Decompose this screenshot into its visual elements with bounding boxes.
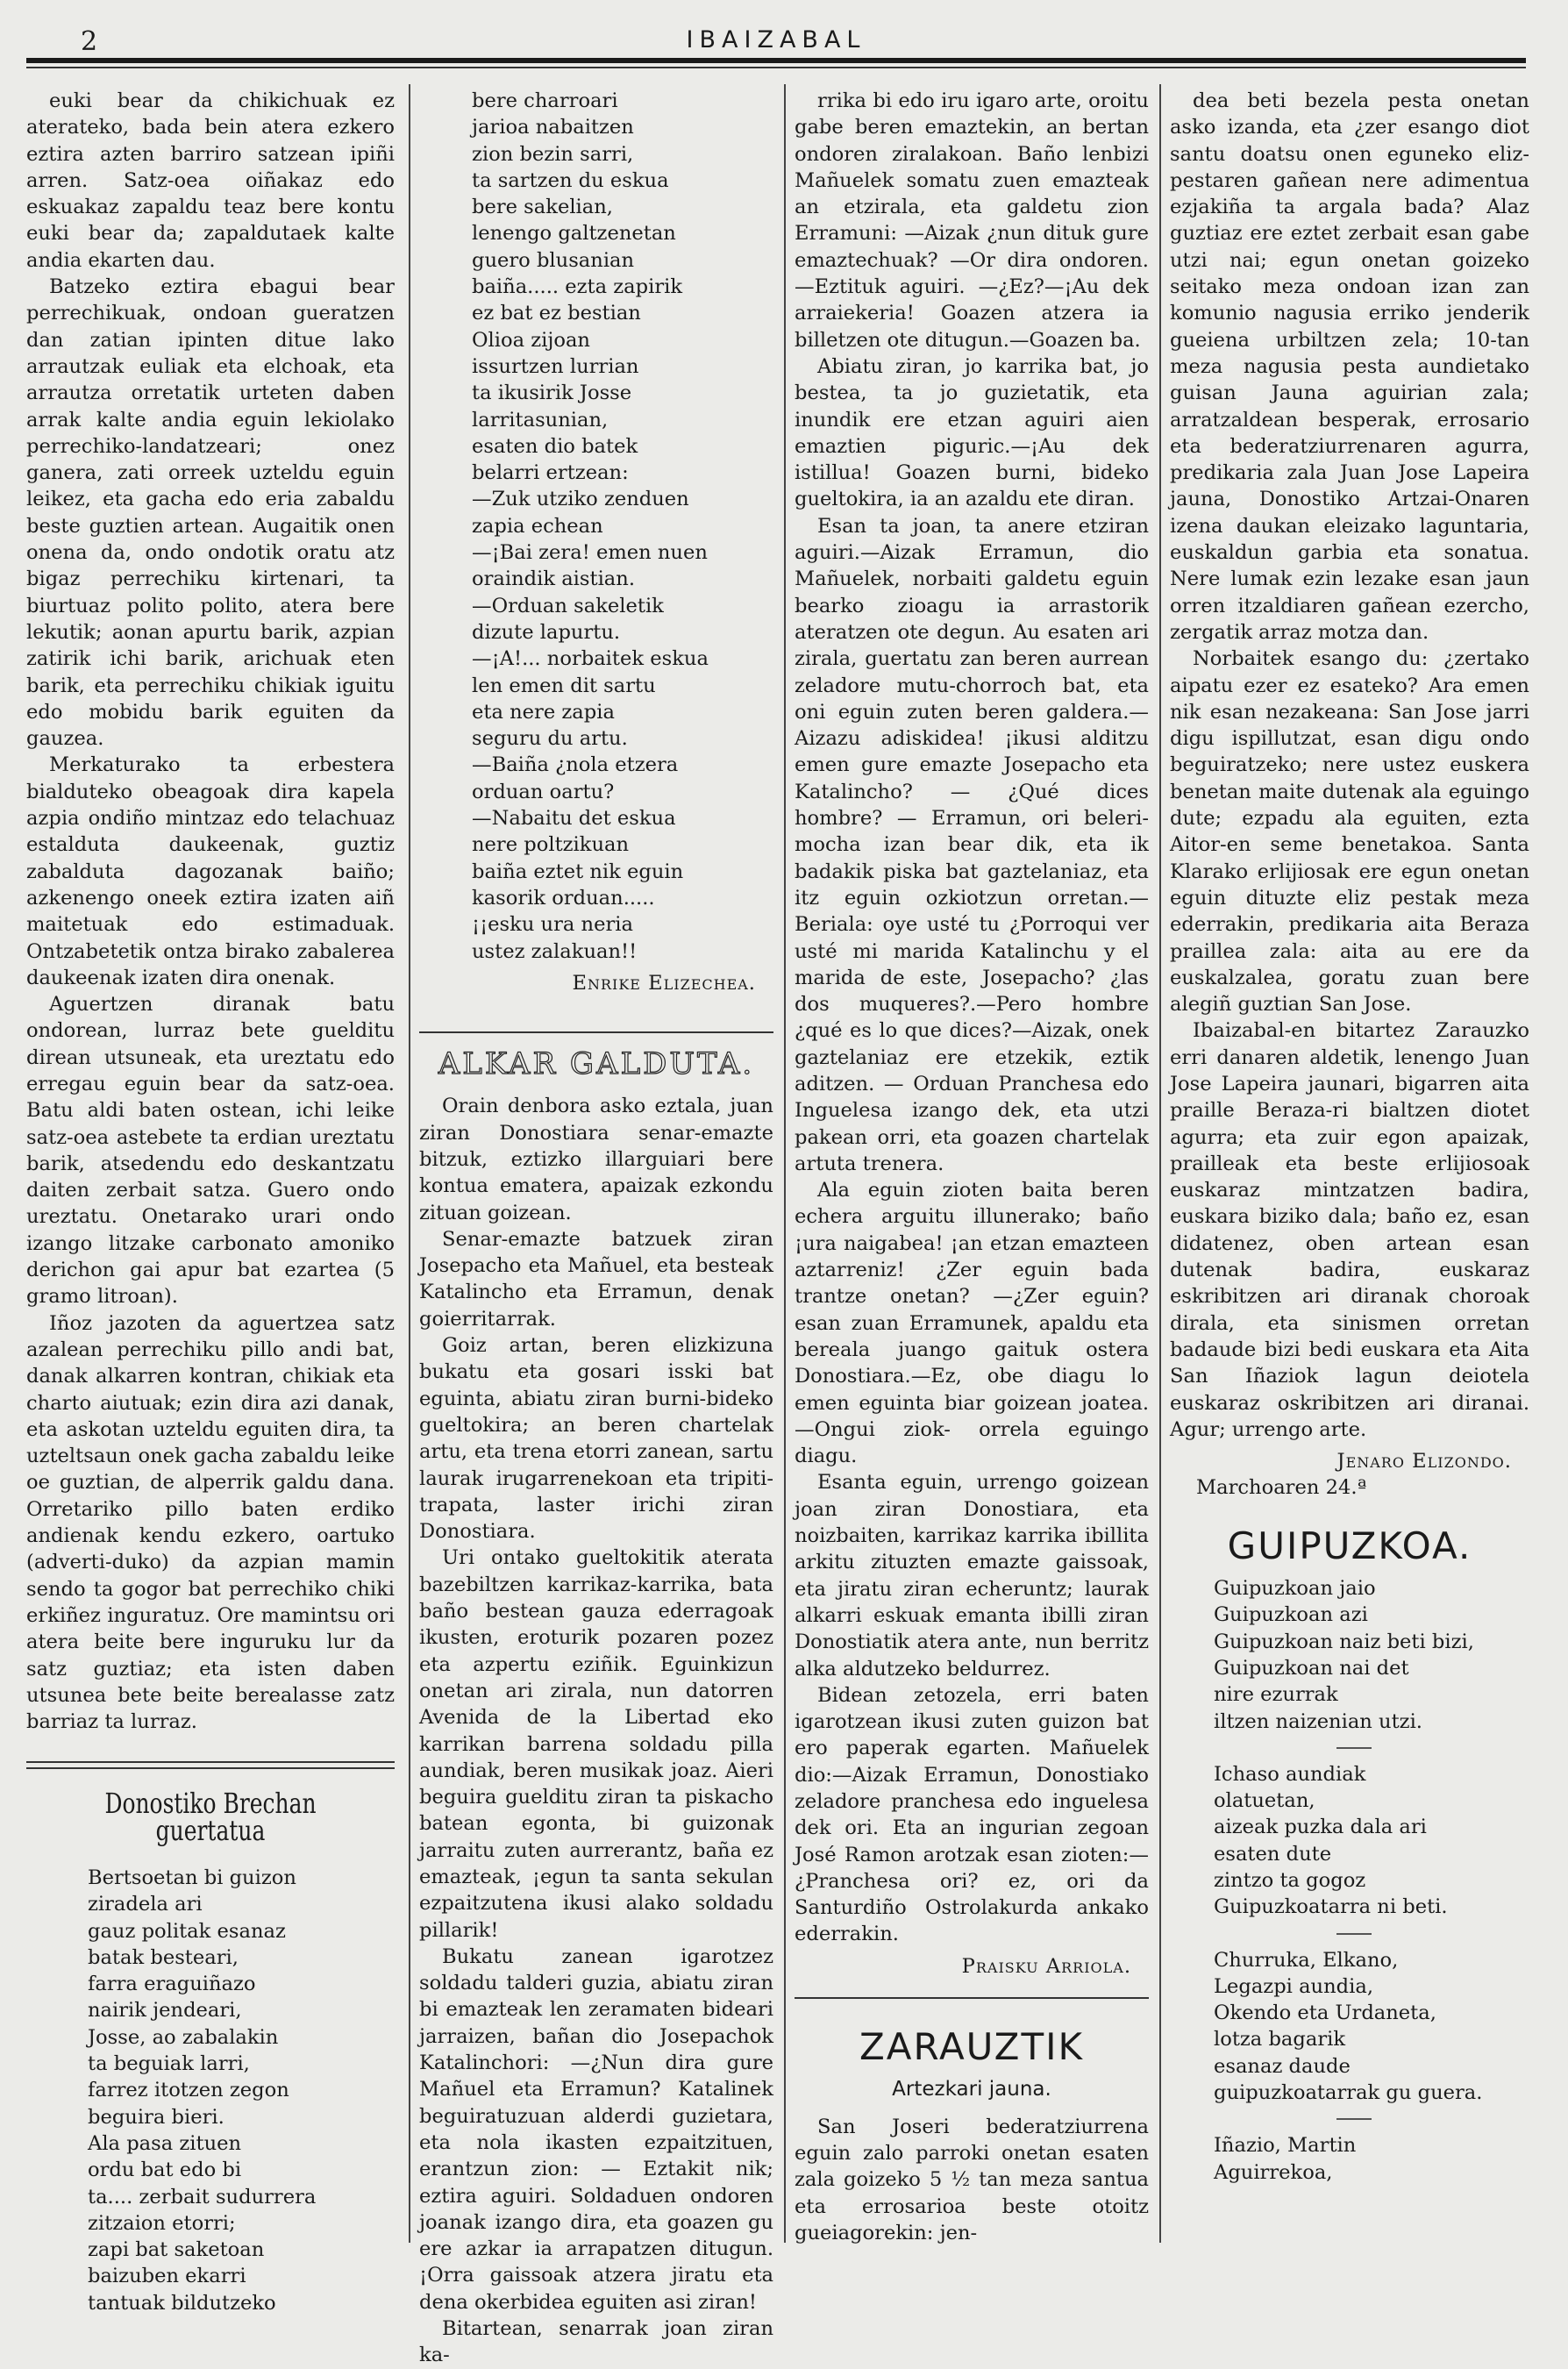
masthead-rule-thin xyxy=(26,67,1526,68)
paragraph: Bukatu zanean igarotzez soldadu talderi guzia, abiatu ziran bi emazteak len zeramaten bideari jarraizen, bañan dio Josepachok Katalinchori: —¿Nun dira gure Mañuel eta Erramun? Katalinek beguiratuzuan alderdi guzietara, eta nola ikasten ezpaitzituen, erantzun zion: — Eztakit nik; eztira aguiri. Soldaduen ondoren joanak izango dira, eta goazen gu ere azkar ia arrapatzen ditugun. ¡Orra gaissoak atzera jiratu eta dena okerbidea eguiten asi ziran! xyxy=(419,1944,773,2314)
verse-line: guero blusanian xyxy=(472,248,635,272)
column-2 xyxy=(419,88,773,2369)
verse-line: —Baiña ¿nola etzera xyxy=(472,753,679,777)
verse-line: baizuben ekarri xyxy=(88,2265,246,2288)
poem-guipuzkoa xyxy=(1170,1575,1529,2186)
verse-line: zintzo ta gogoz xyxy=(1214,1869,1366,1892)
verse-line: ez bat ez bestian xyxy=(472,302,641,325)
agriculture-article xyxy=(26,88,395,1735)
poem-brechan-part1 xyxy=(26,1865,395,2316)
verse-line: gauz politak esanaz xyxy=(88,1919,286,1943)
alkar-galduta-article-part2 xyxy=(795,88,1149,1948)
verse-line: Olioa zijoan xyxy=(472,328,590,352)
column-rule-2 xyxy=(784,84,786,2243)
paragraph: Abiatu ziran, jo karrika bat, jo bestea, ta jo guzietatik, eta inundik ere etzan aguiri aien emaztien piguric.—¡Au dek istillua! Goazen burni, bideko gueltokira, ia an azaldu ete diran. xyxy=(795,354,1149,511)
verse-line: Iñazio, Martin xyxy=(1214,2134,1357,2158)
verse-line: ordu bat edo bi xyxy=(88,2159,242,2182)
verse-line: olatuetan, xyxy=(1214,1789,1315,1813)
column-4 xyxy=(1170,88,1529,2186)
masthead-rule-thick xyxy=(26,58,1526,63)
verse-line: eta nere zapia xyxy=(472,700,615,724)
paragraph: Uri ontako gueltokitik aterata bazebiltzen karrikaz-karrika, bata baño bestean gauza ederragoak ikusten, eroturik pozaren pozez eta azpertu eziñik. Eguinkizun onetan ari zirala, nun datorren Avenida de la Libertad eko karrikan barrena soldadu pilla aundiak, beren musikak joaz. Aieri beguira guelditu ziran ta piskacho batean egonta, bi guizonak jarraitu zuten aurrerantz, baña ez emazteak, ¡egun ta santa sekulan ezpaitzutena ikusi alako soldadu pillarik! xyxy=(419,1546,773,1942)
paragraph: Ala eguin zioten baita beren echera arguitu illunerako; baño ¡ura naigabea! ¡an etzan emazteen aztarreniz! ¿Zer eguin bada trantze onetan? —¿Zer eguin? esan zuan Erramunek, apaldu eta bereala juango gaituk ostera Donostiara.—Ez, obe diagu lo emen eguinta biar goizean joatea.—Ongui ziok- orrela eguingo diagu. xyxy=(795,1179,1149,1468)
verse-line: —Zuk utziko zenduen xyxy=(472,488,689,511)
verse-line: esanaz daude xyxy=(1214,2054,1351,2078)
article-title-alkar-galduta: ALKAR GALDUTA. xyxy=(438,1046,755,1082)
verse-line: —Nabaitu det eskua xyxy=(472,807,676,831)
verse-line: batak besteari, xyxy=(88,1945,239,1969)
verse-line: tantuak bildutzeko xyxy=(88,2291,276,2315)
page-number: 2 xyxy=(81,26,98,57)
paragraph: Esan ta joan, ta anere etziran aguiri.—Aizak Erramun, dio Mañuelek, norbaiti galdetu eguin bearko zioagu ia arrastorik ateratzen ote degun. Au esaten ari zirala, guertatu zan beren aurrean zeladore mutu-chorroch bat, eta oni eguin zuten beren galdera.—Aizazu adiskidea! ¡ikusi alditzu emen gure emazte Josepacho eta Katalincho? — ¿Qué dices hombre? — Erramun, ori beleri-mocha izan bear dik, eta ik badakik piska bat gaztelaniaz, eta itz eguin ozkiotzun orretan.—Beriala: oye usté tu ¿Porroqui ver usté mi marida Katalinchu y el marida de este, Josepacho? ¿las dos muqueres?.—Pero hombre ¿qué es lo que dices?—Aizak, onek gaztelaniaz ere etzekik, eztik aditzen. — Orduan Pranchesa edo Inguelesa izango dek, eta utzi pakean orri, eta goazen chartelak artuta trenera. xyxy=(795,514,1149,1175)
zarauztik-signature: Jenaro Elizondo. xyxy=(1336,1450,1512,1473)
paragraph: euki bear da chikichuak ez aterateko, bada bein atera ezkero eztira azten barriro satzean ipiñi arren. Satz-oea oiñakaz edo eskuakaz zapaldu teaz bere kontu euki bear da; zapaldutaek kalte andia ekarten dau. xyxy=(26,89,395,272)
verse-line: Bertsoetan bi guizon xyxy=(88,1866,296,1889)
zarauztik-article-continued xyxy=(1170,88,1529,1443)
verse-line: Okendo eta Urdaneta, xyxy=(1214,2002,1436,2025)
verse-line: farrez itotzen zegon xyxy=(88,2079,289,2102)
section-title-zarauztik: ZARAUZTIK xyxy=(859,2025,1085,2069)
verse-line: Ala pasa zituen xyxy=(88,2131,242,2155)
paragraph: dea beti bezela pesta onetan asko izanda, eta ¿zer esango diot santu doatsu onen eguneko eliz-pestaren gañean nere adimentua ezjakiña ta argala bada? Alaz guztiaz ere eztet zerbait esan gabe utzi nai; egun onetan goizeko seitako meza ondoan izan zan komunio nagusia erriko jenderik gueiena urbiltzen zela; 10-tan meza nagusia pesta aundietako guisan Jauna aguirian zala; arratzaldean besperak, errosario eta bederatziurrenaren agurra, predikaria zala Juan Jose Lapeira jauna, Donostiko Artzai-Onaren izena daukan eleizako laguntaria, euskaldun garbia eta sonatua. Nere lumak ezin lezake esan jaun orren itzaldiaren gañean ezercho, zergatik arraz motza dan. xyxy=(1170,89,1529,644)
paragraph: Bidean zetozela, erri baten igarotzean ikusi zuten guizon bat ero paperak egarten. Mañuelek dio:—Aizak Erramun, Donostiako zeladore pranchesa edo inguelesa dek ori. Eta an ingurian zegoan José Ramon arotzak esan zioten:—¿Pranchesa ori? ez, ori da Santurdiño Ostrolakurda ankako ederrakin. xyxy=(795,1683,1149,1946)
verse-line: lotza bagarik xyxy=(1214,2028,1346,2051)
paper-name: IBAIZABAL xyxy=(686,26,866,54)
verse-line: aizeak puzka dala ari xyxy=(1214,1816,1427,1839)
paragraph: Merkaturako ta erbestera bialduteko obeagoak dira kapela azpia ondiño mintzaz edo telachuaz estalduta daukeenak, guztiz zabalduta dagozanak baiño; azkenengo oneek eztira izaten aiñ maitetuak edo estimaduak. Ontzabetetik ontza birako zabalerea daukeenak izaten dira onenak. xyxy=(26,753,395,989)
verse-line: beguira bieri. xyxy=(88,2105,225,2129)
verse-line: baiña..... ezta zapirik xyxy=(472,275,683,299)
zarauztik-paragraph: San Joseri bederatziurrena eguin zalo parroki onetan esaten zala goizeko 5 ½ tan meza santua eta errosarioa beste otoitz gueiagorekin: jen- xyxy=(795,2115,1149,2244)
verse-line: —¡A!... norbaitek eskua xyxy=(472,647,709,671)
verse-line: ziradela ari xyxy=(88,1893,203,1916)
verse-line: issurtzen lurrian xyxy=(472,354,639,378)
section-title-guipuzkoa: GUIPUZKOA. xyxy=(1227,1523,1472,1567)
verse-line: bere sakelian, xyxy=(472,196,613,219)
paragraph: Ibaizabal-en bitartez Zarauzko erri danaren aldetik, lenengo Juan Jose Lapeira jaunari, bigarren aita praille Beraza-ri bialtzen diotet agurra; eta zuir egon apaizak, prailleak eta beste erlijiosoak euskaraz mintzatzen badira, euskara biziko dala; baño ez, esan didatenez, oben artean esan dutenak badira, euskaraz eskribitzen ari diranak choroak dirala, eta sinismen orretan badaude bizi bedi euskara eta Aita San Iñaziok lagun deiotela euskaraz oskribitzen ari diranai. Agur; urrengo arte. xyxy=(1170,1019,1529,1441)
paragraph: Aguertzen diranak batu ondorean, lurraz bete guelditu direan utsuneak, eta ureztatu edo erregau eguin bear da satz-oea. Batu aldi baten ostean, ichi leike satz-oea astebete ta erdian ureztatu barik, atsedendu edo deskantzatu daiten zerbait satza. Guero ondo ureztatu. Onetarako urari ondo izango litzake carbonato amoniko derichon gai apur bat ezartea (5 gramo litroan). xyxy=(26,993,395,1309)
verse-line: nairik jendeari, xyxy=(88,1999,242,2023)
verse-line: esaten dute xyxy=(1214,1842,1332,1866)
verse-line: farra eraguiñazo xyxy=(88,1973,256,1996)
verse-line: dizute lapurtu. xyxy=(472,620,621,644)
verse-line: Churruka, Elkano, xyxy=(1214,1948,1399,1972)
verse-line: lenengo galtzenetan xyxy=(472,222,676,246)
paragraph: Norbaitek esango du: ¿zertako aipatu ezer ez esateko? Ara emen nik esan nezakeana: San Jose jarri digu ispillutzat, esan digu ondo beguiratzeko; nere ustez euskera benetan maite dutenak ala eguingo dute; ezpadu ala eguiten, ezta Aitor-en seme benetakoa. Santa Klarako erlijiosak ere egun onetan eguin dituzte eliz pestak meza ederrakin, predikaria aita Beraza praillea zala: aita au ere da euskalzalea, goratu zuan bere alegiñ guztian San Jose. xyxy=(1170,647,1529,1017)
verse-line: Guipuzkoan jaio xyxy=(1214,1577,1376,1601)
verse-line: ta ikusirik Josse xyxy=(472,382,632,405)
poem-brechan-part2 xyxy=(419,88,773,965)
verse-line: iltzen naizenian utzi. xyxy=(1214,1709,1422,1733)
poem-title-brechan: Donostiko Brechan guertatua xyxy=(104,1787,317,1847)
zarauztik-date: Marchoaren 24.ª xyxy=(1196,1476,1367,1500)
zarauztik-salutation: Artezkari jauna. xyxy=(892,2078,1051,2101)
verse-line: ta sartzen du eskua xyxy=(472,168,669,192)
verse-line: Legazpi aundia, xyxy=(1214,1974,1373,1998)
verse-line: —Orduan sakeletik xyxy=(472,594,664,617)
verse-line: Ichaso aundiak xyxy=(1214,1762,1366,1786)
verse-line: seguru du artu. xyxy=(472,727,628,751)
paragraph: Batzeko eztira ebagui bear perrechikuak, ondoan gueratzen dan zatian ipinten ditue lako arrautzak euliak eta elchoak, eta arrautza orretatik urteten daben arrak kalte andia eguin lekiolako perrechiko-landatzeari; onez ganera, zati orreek uzteldu eguin leikez, eta gacha edo eria zabaldu beste guztien artean. Augaitik onen onena da, ondo ondotik oratu atz bigaz perrechiku kirtenari, ta biurtuaz polito polito, atera bere lekutik; aonan apurtu barik, azpian zatirik ichi barik, arichuak eten barik, eta perrechiku chikiak iguitu edo mobidu barik eguiten da gauzea. xyxy=(26,275,395,751)
section-separator xyxy=(419,1031,773,1033)
article-signature: Praisku Arriola. xyxy=(961,1954,1131,1978)
verse-line: kasorik orduan..... xyxy=(472,886,655,910)
paragraph: Goiz artan, beren elizkizuna bukatu eta gosari isski bat eguinta, abiatu ziran burni-bideko gueltokira; an beren chartelak artu, eta trena etorri zanean, sartu laurak irugarrenekoan eta tripiti-trapata, laster irichi ziran Donostiara. xyxy=(419,1334,773,1544)
verse-line: bere charroari xyxy=(472,89,618,112)
verse-line: Guipuzkoan azi xyxy=(1214,1603,1368,1627)
paragraph: Iñoz jazoten da aguertzea satz azalean perrechiku pillo andi bat, danak alkarren kontran, chikiak eta charto aiutuak; ezin dira azi danak, eta askotan uzteldu eguiten dira, ta uzteltsaun onek gacha zabaldu leike oe guztian, de alperrik galdu dana. Orretariko pillo baten erdiko andienak kendu ezkero, oartuko (adverti-duko) da azpian mamin sendo ta gogor bat perrechiko chiki erkiñez inguratuz. Ore mamintsu ori atera beite bere inguruku lur da satz guztiaz; eta isten daben utsunea bete beite berealasse zatz barriaz ta lurraz. xyxy=(26,1311,395,1734)
stanza-divider xyxy=(1336,1933,1372,1935)
section-separator xyxy=(26,1761,395,1769)
stanza-divider xyxy=(1336,2118,1372,2120)
verse-line: Josse, ao zabalakin xyxy=(88,2025,279,2049)
verse-line: Guipuzkoatarra ni beti. xyxy=(1214,1895,1448,1919)
paragraph: Esanta eguin, urrengo goizean joan ziran Donostiara, eta noizbaiten, karrikaz karrika ibillita arkitu zituzten emazte gaissoak, eta jiratu ziran echeruntz; laurak alkarri eskuak emanta ibilli ziran Donostiatik atera ante, nun berritz alka aldutzeko beldurrez. xyxy=(795,1471,1149,1680)
column-1 xyxy=(26,88,395,2316)
verse-line: guipuzkoatarrak gu guera. xyxy=(1214,2081,1483,2105)
paragraph: Senar-emazte batzuek ziran Josepacho eta Mañuel, eta besteak Katalincho eta Erramun, denak goierritarrak. xyxy=(419,1227,773,1331)
verse-line: belarri ertzean: xyxy=(472,461,629,485)
verse-line: nere poltzikuan xyxy=(472,833,630,857)
verse-line: Aguirrekoa, xyxy=(1214,2160,1333,2184)
verse-line: —¡Bai zera! emen nuen xyxy=(472,541,708,565)
verse-line: esaten dio batek xyxy=(472,434,638,458)
paragraph: rrika bi edo iru igaro arte, oroitu gabe beren emaztekin, an bertan ondoren ziralakoan. Baño lenbizi Mañuelek somatu zuen emazteak an etzirala, eta galdetu zion Erramuni: —Aizak ¿nun dituk gure emaztechuak? —Or dira ondoren.—Eztituk aguiri. —¿Ez?—¡Au dek arraiekeria! Goazen atzera ia billetzen ote ditugun.—Goazen ba. xyxy=(795,89,1149,352)
verse-line: ta beguiak larri, xyxy=(88,2052,250,2076)
verse-line: zion bezin sarri, xyxy=(472,142,634,166)
column-rule-1 xyxy=(409,84,410,2243)
verse-line: len emen dit sartu xyxy=(472,674,656,697)
verse-line: nire ezurrak xyxy=(1214,1683,1338,1707)
verse-line: ustez zalakuan!! xyxy=(472,939,638,963)
verse-line: zitzaion etorri; xyxy=(88,2211,236,2235)
verse-line: larritasunian, xyxy=(472,408,609,432)
paragraph: Bitartean, senarrak joan ziran ka- xyxy=(419,2317,773,2367)
verse-line: orduan oartu? xyxy=(472,780,615,803)
verse-line: Guipuzkoan nai det xyxy=(1214,1656,1409,1680)
verse-line: ta.... zerbait sudurrera xyxy=(88,2185,317,2208)
column-3 xyxy=(795,88,1149,2246)
verse-line: ¡¡esku ura neria xyxy=(472,913,633,937)
verse-line: baiña eztet nik eguin xyxy=(472,860,684,883)
verse-line: Guipuzkoan naiz beti bizi, xyxy=(1214,1630,1474,1653)
verse-line: oraindik aistian. xyxy=(472,567,636,591)
stanza-divider xyxy=(1336,1747,1372,1749)
verse-line: zapia echean xyxy=(472,514,603,538)
verse-line: jarioa nabaitzen xyxy=(472,116,634,139)
alkar-galduta-article-part1 xyxy=(419,1093,773,2368)
verse-line: zapi bat saketoan xyxy=(88,2238,265,2262)
poem-signature: Enrike Elizechea. xyxy=(572,971,756,995)
section-separator xyxy=(795,1997,1149,1999)
column-rule-3 xyxy=(1159,84,1161,2243)
paragraph: Orain denbora asko eztala, juan ziran Donostiara senar-emazte bitzuk, eztizko illarguiari bere kontua ematera, apaizak ezkondu zituan goizean. xyxy=(419,1095,773,1224)
